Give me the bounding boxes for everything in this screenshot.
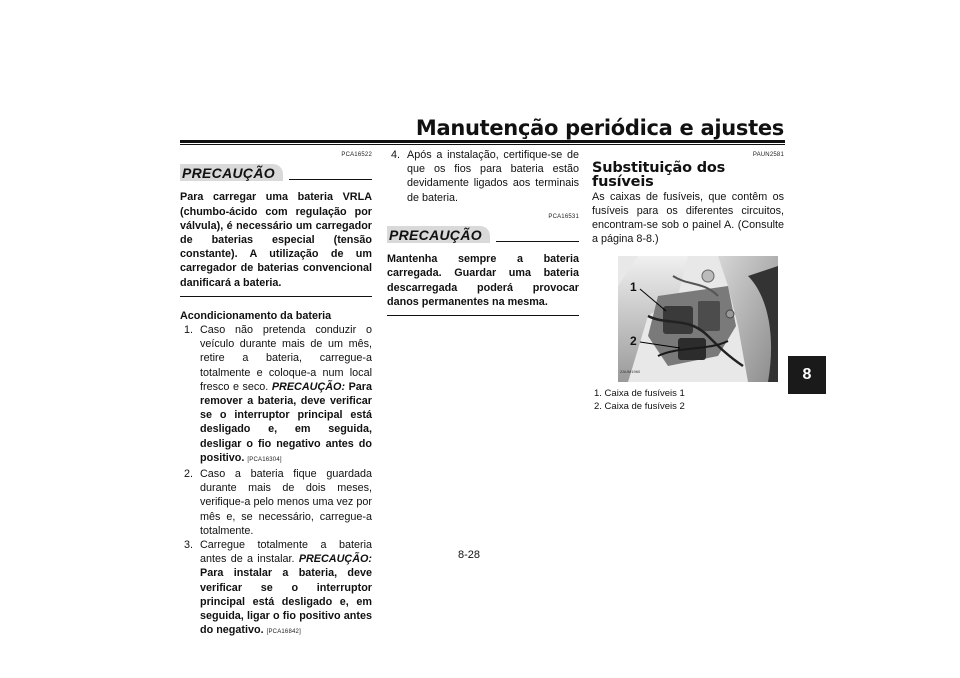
list-item [387, 148, 579, 205]
chapter-tab[interactable]: 8 [788, 356, 826, 394]
figure-callout-1: 1 [630, 280, 637, 295]
inline-caution-code: [PCA16304] [247, 456, 282, 463]
figure-code: ZAUM1960 [620, 369, 641, 375]
page-header-title: Manutenção periódica e ajustes [415, 116, 784, 140]
caution-code: PCA16522 [341, 152, 372, 158]
caution-badge: PRECAUÇÃO [387, 226, 490, 243]
header-rule [180, 140, 785, 143]
caution-text: Mantenha sempre a bateria carregada. Guardar uma bateria descarregada poderá provocar danos permanentes na mesma. [387, 253, 579, 308]
caution-badge: PRECAUÇÃO [180, 164, 283, 181]
subheading-battery-storage: Acondicionamento da bateria [180, 309, 332, 322]
figure-captions [592, 387, 784, 413]
section-body: As caixas de fusíveis, que contêm os fusíveis para os diferentes circuitos, encontram-se sob o painel A. (Consulte a página 8-8.) [592, 190, 784, 246]
list-item-number: 1. [184, 324, 194, 337]
list-item-number: 2. [184, 468, 194, 481]
section-title: Substituição dos fusíveis [592, 160, 726, 191]
figure-callout-2: 2 [630, 334, 637, 349]
caution-line [496, 241, 579, 242]
page-number: 8-28 [458, 549, 481, 561]
caution-header [387, 226, 579, 243]
column-1 [180, 148, 372, 640]
inline-caution-label: PRECAUÇÃO: [298, 553, 372, 566]
column-3 [592, 148, 784, 413]
caution-text: Para carregar uma bateria VRLA (chumbo-ácido com regulação por válvula), é necessário um carregador de baterias especial (tensão constante). A utilização de um carregador de baterias convencional danificará a bateria. [180, 191, 372, 289]
caution-line [289, 179, 372, 180]
list-item [180, 467, 372, 538]
inline-caution-label: PRECAUÇÃO: [271, 380, 346, 393]
list-item-text: Após a instalação, certifique-se de que os fios para bateria estão devidamente ligados aos terminais de bateria. [407, 149, 579, 204]
caution-end-rule [387, 315, 579, 316]
inline-caution-text: Para remover a bateria, deve verificar se o interruptor principal está desligado e, em seguida, desligar o fio negativo antes do positivo. [200, 380, 373, 464]
figure-caption: 1. Caixa de fusíveis 1 [594, 388, 685, 400]
caution-header [180, 164, 372, 181]
fuse-box-illustration [618, 256, 778, 382]
list-item-text: Caso não pretenda conduzir o veículo durante mais de um mês, retire a bateria, carregue-a totalmente e coloque-a num local fresco e seco. [200, 324, 372, 393]
caution-code: PCA16531 [548, 213, 579, 220]
inline-caution-text: Para instalar a bateria, deve verificar se o interruptor principal está desligado e, em seguida, ligar o fio positivo antes do negativo. [200, 567, 372, 637]
list-item [180, 538, 372, 639]
header-rule-thin [180, 144, 785, 145]
caution-end-rule [180, 296, 372, 297]
fuse-box-figure [618, 256, 778, 382]
figure-caption: 2. Caixa de fusíveis 2 [594, 401, 685, 413]
list-item-text: Caso a bateria fique guardada durante mais de dois meses, verifique-a pelo menos uma vez por mês e, se necessário, carregue-a totalmente. [200, 468, 372, 537]
inline-caution-code: [PCA16842] [266, 629, 301, 636]
list-item [180, 323, 372, 467]
list-item-number: 3. [184, 539, 194, 552]
list-item-text: Carregue totalmente a bateria antes de a instalar. [200, 539, 372, 566]
list-item-number: 4. [391, 149, 401, 161]
column-2 [387, 148, 579, 316]
section-code: PAUN2581 [752, 152, 784, 158]
